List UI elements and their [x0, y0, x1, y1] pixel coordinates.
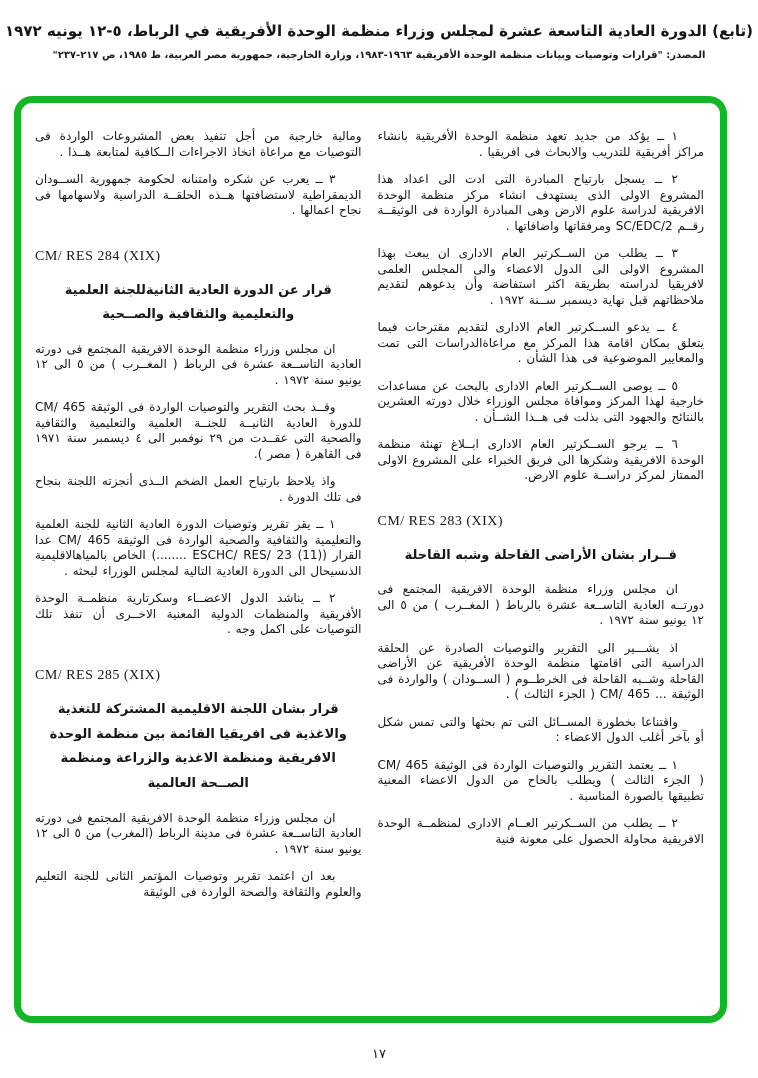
page-header	[0, 0, 758, 61]
res284-paragraph-1: ان مجلس وزراء منظمة الوحدة الافريقية المجتمع فى دورته العادية التاســعة عشرة فى الرباط ( المغــرب ) من ٥ الى ١٢ يونيو سنة ١٩٧٢ .	[35, 341, 362, 387]
two-column-layout	[21, 103, 720, 1016]
document-title: (تابع) الدورة العادية التاسعة عشرة لمجلس وزراء منظمة الوحدة الأفريقية في الرباط، ٥-١٢ يونيه ١٩٧٢	[5, 22, 753, 40]
res282-paragraph-1: ١ ــ يؤكد من جديد تعهد منظمة الوحدة الأفريقية بانشاء مراكز أفريقية للتدريب والابحاث فى افريقيا .	[377, 129, 704, 159]
resolution-title-283: قــرار بشان الأراضى القاحلة وشبه القاحلة	[404, 547, 677, 563]
res282-paragraph-4: ٤ ــ يدعو الســكرتير العام الادارى لتقديم مقترحات فيما يتعلق بمكان اقامة هذا المركز مع مراعاةالدراسات التى تمت والمعايير الموضوعية فى هذا الشأن .	[377, 320, 704, 365]
column-right	[378, 129, 705, 1016]
resolution-title-285: قرار بشان اللجنة الاقليمية المشتركة للتغذية والاغذية فى افريقيا القائمة بين منظمة الوحدة الافريقية ومنظمة الاغذية والزراعة ومنظمة الصــحة العالمية	[49, 701, 347, 791]
page-number: ١٧	[372, 1047, 386, 1062]
res284-paragraph-4: ١ ــ يقر تقرير وتوصيات الدورة العادية الثانية للجنة العلمية والتعليمية والثقافية والصحية الواردة فى الوثيقة CM/ 465 عدا القرار (ESCHC/ RES/ 23 (11) ........) الخاص بالمياهالاقليمية الذىسيحال الى الدورة العادية التالية لمجلس الوزراء لبحثه .	[35, 517, 362, 578]
column-left	[35, 129, 362, 1016]
res283-continuation-paragraph: ومالية خارجية من أجل تنفيذ بعض المشروعات الواردة فى التوصيات مع مراعاة اتخاذ الاجراءات الــكافية لمتابعة هــذا .	[35, 129, 362, 159]
res282-paragraph-5: ٥ ــ يوصى الســكرتير العام الادارى بالبحث عن مساعدات خارجية لهذا المركز وموافاة مجلس الوزراء خلال دورته العشرين بالنتائج والجهود التى بذلت فى هــذا الشــأن .	[377, 378, 704, 424]
res285-paragraph-2: بعد ان اعتمد تقرير وتوصيات المؤتمر الثانى للجنة التعليم والعلوم والثقافة والصحة الواردة فى الوثيقة	[35, 869, 362, 899]
resolution-label-284: CM/ RES 284 (XIX)	[35, 248, 161, 264]
highlight-border-box	[14, 96, 727, 1023]
res283-paragraph-1: ان مجلس وزراء منظمة الوحدة الافريقية المجتمع فى دورتــه العادية التاســعة عشرة بالرباط ( المغــرب ) من ٥ الى ١٢ يونيو سنة ١٩٧٢ .	[377, 582, 704, 628]
res283-paragraph-3: واقتناعا بخطورة المســائل التى تم بحثها والتى تمس شكل أو بآخر أغلب الدول الاعضاء :	[377, 714, 704, 745]
res282-paragraph-2: ٢ ــ يسجل بارتياح المبادرة التى ادت الى اعداد هذا المشروع الاولى الذى يستهدف انشاء مركز منظمة الوحدة الافريقية لدراسة علوم الارض وهى المبادرة الواردة فى الوثيقــة رقــم SC/EDC/2 ومرفقاتها واضافاتها .	[377, 172, 704, 233]
res283-paragraph-4: ١ ــ يعتمد التقرير والتوصيات الواردة فى الوثيقة CM/ 465 ( الجزء الثالث ) ويطلب بالحاح من الدول الاعضاء المعنية تطبيقها بالصورة المناسبة .	[377, 757, 704, 803]
res283-continuation-paragraph-2: ٣ ــ يعرب عن شكره وامتنانه لحكومة جمهورية الســودان الديمقراطية لاستضافتها هــذه الحلقــة الدراسية ولاسهامها فى نجاح اعمالها .	[35, 172, 362, 217]
res284-paragraph-3: واذ يلاحظ بارتياح العمل الضخم الــذى أنجزته اللجنة بنجاح فى تلك الدورة .	[35, 474, 362, 504]
resolution-label-283: CM/ RES 283 (XIX)	[377, 513, 504, 529]
res283-paragraph-5: ٢ ــ يطلب من الســكرتير العــام الادارى لمنظمــة الوحدة الافريقية محاولة الحصول على معونة فنية	[377, 816, 704, 846]
res283-paragraph-2: اذ يشـــير الى التقرير والتوصيات الصادرة عن الحلقة الدراسية التى اقامتها منظمة الوحدة الأفريقية عن الأراضى القاحلة وشــبه القاحلة فى الخرطــوم ( الســودان ) والواردة فى الوثيقة ... CM/ 465 ( الجزء الثالث ) .	[377, 640, 704, 702]
document-source-line: المصدر: "قرارات وتوصيات وبيانات منظمة الوحدة الأفريقية ١٩٦٣-١٩٨٣، وزارة الخارجية، جمهورية مصر العربية، ط ١٩٨٥، ص ٢١٧-٢٣٧"	[52, 49, 706, 61]
res284-paragraph-5: ٢ ــ يناشد الدول الاعضــاء وسكرتارية منظمــة الوحدة الأفريقية والمنظمات الدولية المعنية الاخــرى أن تنفذ تلك التوصيات على اكمل وجه .	[35, 591, 362, 637]
res284-paragraph-2: وقــد بحث التقرير والتوصيات الواردة فى الوثيقة CM/ 465 للدورة العادية الثانيــة للجنــة العلمية والتعليمية والثقافية والصحية التى عقــدت من ٢٩ نوفمبر الى ٤ ديسمبر سنة ١٩٧١ فى القاهرة ( مصر ).	[35, 400, 362, 461]
res282-paragraph-6: ٦ ــ يرجو الســكرتير العام الادارى ابــلاغ تهنئة منظمة الوحدة الافريقية وشكرها الى فريق الخبراء على المشروع الاولى الممتاز لمركز دراســة علوم الارض.	[377, 437, 704, 482]
res285-paragraph-1: ان مجلس وزراء منظمة الوحدة الافريقية المجتمع فى دورته العادية التاســعة عشرة فى مدينة الرباط (المغرب) من ٥ الى ١٢ يونيو سنة ١٩٧٢ .	[34, 810, 362, 856]
resolution-label-285: CM/ RES 285 (XIX)	[35, 667, 161, 683]
resolution-title-284: قرار عن الدورة العادية الثانيةللجنة العلمية والتعليمية والثقافية والصــحية	[64, 282, 332, 323]
res282-paragraph-3: ٣ ــ يطلب من الســكرتير العام الادارى ان يبعث بهذا المشروع الاولى الى الدول الاعضاء والى المجلس العلمى لافريقيا لدراسته بطريقة اكثر استفاضة وأن يدعوهم لتقديم ملاحظاتهم قبل نهاية ديسمبر ســنة ١٩٧٢ .	[377, 246, 704, 307]
